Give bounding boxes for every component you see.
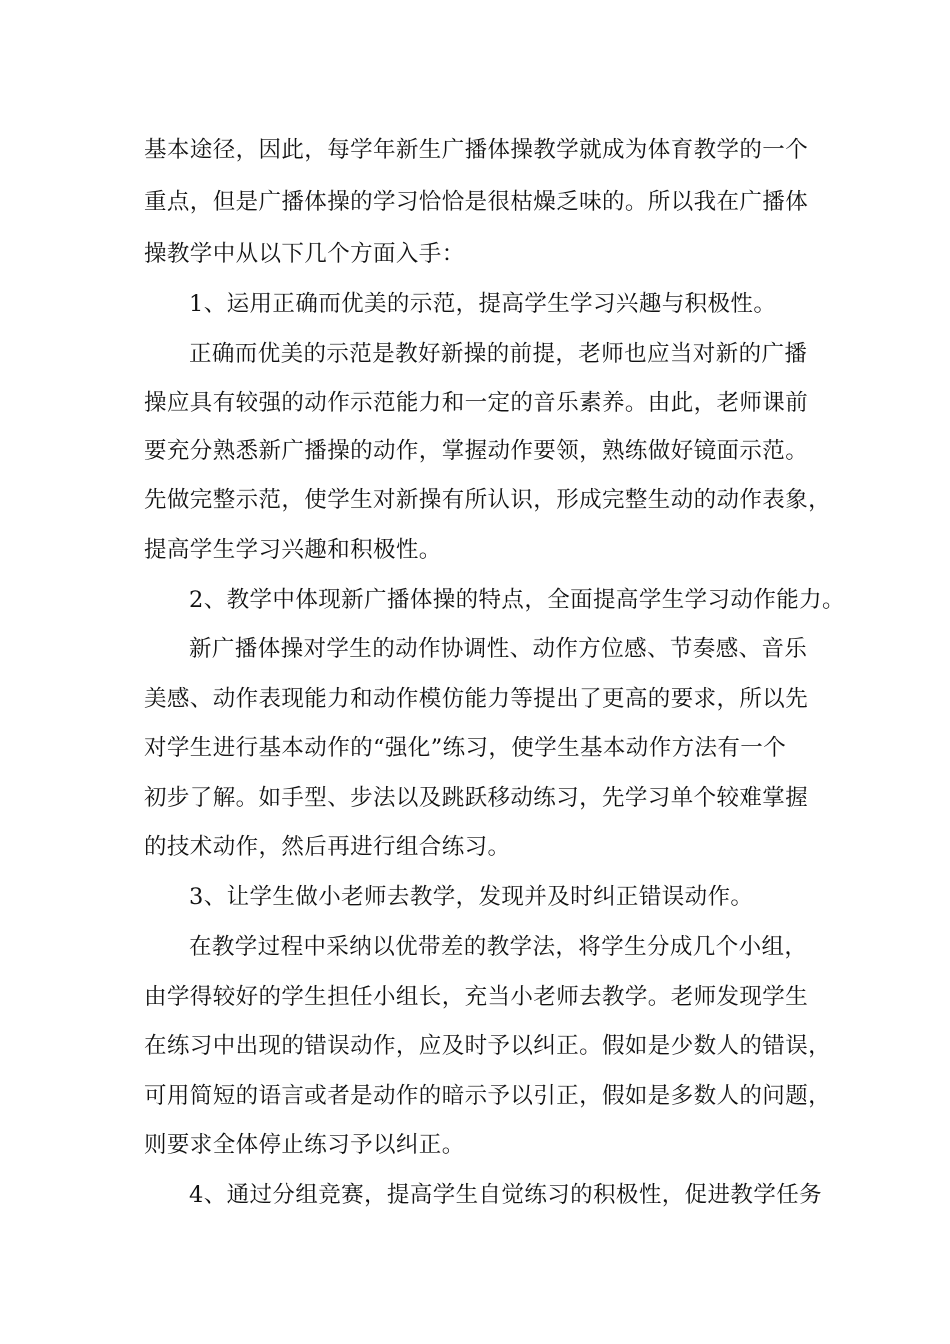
text-line: 先做完整示范，使学生对新操有所认识，形成完整生动的动作表象， <box>144 487 832 513</box>
text-line: 的技术动作，然后再进行组合练习。 <box>144 834 511 860</box>
text-line: 对学生进行基本动作的“强化”练习，使学生基本动作方法有一个 <box>144 735 787 761</box>
text-line: 由学得较好的学生担任小组长，充当小老师去教学。老师发现学生 <box>144 984 809 1010</box>
text-line: 美感、动作表现能力和动作模仿能力等提出了更高的要求，所以先 <box>144 686 809 712</box>
text-line: 在教学过程中采纳以优带差的教学法，将学生分成几个小组， <box>189 934 808 960</box>
text-line: 要充分熟悉新广播操的动作，掌握动作要领，熟练做好镜面示范。 <box>144 438 809 464</box>
text-line: 操应具有较强的动作示范能力和一定的音乐素养。由此，老师课前 <box>144 390 809 416</box>
text-line: 可用简短的语言或者是动作的暗示予以引正，假如是多数人的问题， <box>144 1083 832 1109</box>
text-line: 正确而优美的示范是教好新操的前提，老师也应当对新的广播 <box>189 341 808 367</box>
text-line: 提高学生学习兴趣和积极性。 <box>144 537 442 563</box>
text-line: 则要求全体停止练习予以纠正。 <box>144 1132 465 1158</box>
text-line: 重点，但是广播体操的学习恰恰是很枯燥乏味的。所以我在广播体 <box>144 189 809 215</box>
section-heading: 2、教学中体现新广播体操的特点，全面提高学生学习动作能力。 <box>189 587 845 613</box>
text-line: 操教学中从以下几个方面入手： <box>144 241 465 267</box>
section-heading: 3、让学生做小老师去教学，发现并及时纠正错误动作。 <box>189 884 754 910</box>
section-heading: 4、通过分组竞赛，提高学生自觉练习的积极性，促进教学任务 <box>189 1182 823 1208</box>
text-line: 基本途径，因此，每学年新生广播体操教学就成为体育教学的一个 <box>144 137 809 163</box>
text-line: 新广播体操对学生的动作协调性、动作方位感、节奏感、音乐 <box>189 636 808 662</box>
text-line: 在练习中出现的错误动作，应及时予以纠正。假如是少数人的错误， <box>144 1033 832 1059</box>
text-line: 初步了解。如手型、步法以及跳跃移动练习，先学习单个较难掌握 <box>144 785 809 811</box>
section-heading: 1、运用正确而优美的示范，提高学生学习兴趣与积极性。 <box>189 291 777 317</box>
